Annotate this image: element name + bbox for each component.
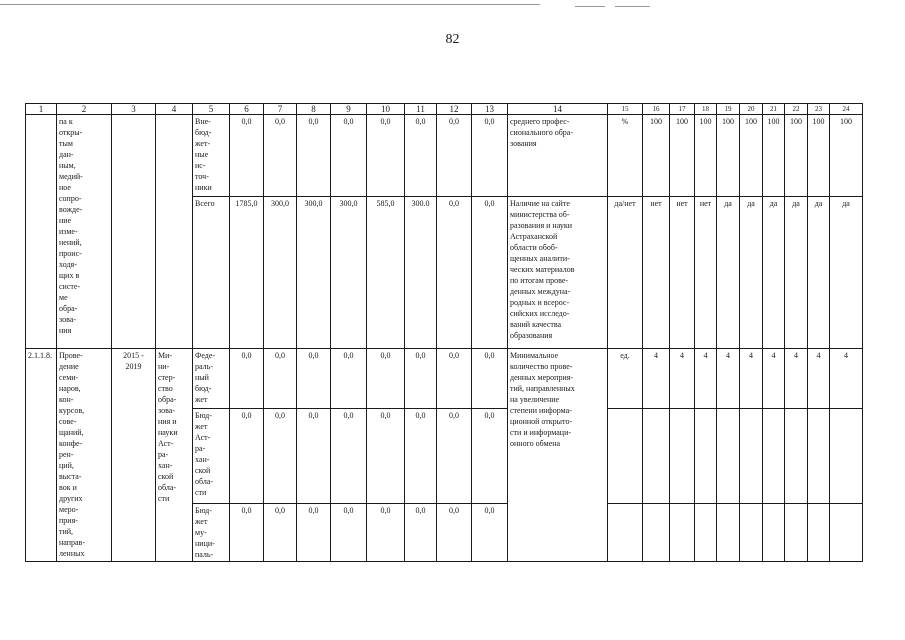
text-line: жет bbox=[195, 422, 208, 431]
value-cell: 585,0 bbox=[367, 197, 405, 349]
text-line: ные bbox=[195, 150, 209, 159]
target-cell: 100 bbox=[785, 115, 808, 197]
target-cell: 100 bbox=[670, 115, 695, 197]
target-cell: 4 bbox=[643, 349, 670, 409]
text-line: родных и всерос- bbox=[510, 298, 570, 307]
value-cell: 0,0 bbox=[331, 504, 367, 562]
text-line: откры- bbox=[59, 128, 83, 137]
target-cell bbox=[763, 504, 785, 562]
value-cell: 0,0 bbox=[405, 504, 437, 562]
text-line: сти и информаци- bbox=[510, 428, 572, 437]
target-cell: 100 bbox=[763, 115, 785, 197]
value-cell: 0,0 bbox=[297, 115, 331, 197]
value-cell: 0,0 bbox=[264, 504, 297, 562]
target-cell: да bbox=[763, 197, 785, 349]
value-cell: 0,0 bbox=[230, 115, 264, 197]
text-line: ра- bbox=[195, 444, 206, 453]
target-cell: 4 bbox=[785, 349, 808, 409]
text-line: раль- bbox=[195, 362, 213, 371]
text-line: Аст- bbox=[195, 433, 211, 442]
text-line: денных междуна- bbox=[510, 287, 571, 296]
target-cell bbox=[785, 409, 808, 504]
text-line: щих в bbox=[59, 271, 80, 280]
header-cell: 23 bbox=[808, 104, 830, 115]
target-cell: 100 bbox=[643, 115, 670, 197]
text-line: вожде- bbox=[59, 205, 83, 214]
text-line: ра- bbox=[158, 450, 169, 459]
text-lines bbox=[59, 350, 109, 559]
unit-cell: да/нет bbox=[608, 197, 643, 349]
text-line: Аст- bbox=[158, 439, 174, 448]
value-cell: 0,0 bbox=[472, 197, 508, 349]
text-line: бюд- bbox=[195, 128, 212, 137]
value-cell: 300,0 bbox=[331, 197, 367, 349]
text-line: среднего профес- bbox=[510, 117, 570, 126]
text-line: ческих материалов bbox=[510, 265, 575, 274]
value-cell: 0,0 bbox=[230, 504, 264, 562]
value-cell: 0,0 bbox=[367, 349, 405, 409]
text-line: онного обмена bbox=[510, 439, 561, 448]
text-line: 2015 - bbox=[123, 351, 144, 360]
text-line: обла- bbox=[195, 477, 214, 486]
unit-cell: ед. bbox=[608, 349, 643, 409]
table-row bbox=[26, 115, 863, 197]
header-cell: 8 bbox=[297, 104, 331, 115]
text-lines bbox=[510, 198, 605, 341]
target-cell: 100 bbox=[808, 115, 830, 197]
value-cell: 0,0 bbox=[264, 115, 297, 197]
header-cell: 4 bbox=[156, 104, 193, 115]
target-cell: 100 bbox=[717, 115, 740, 197]
text-line: обла- bbox=[158, 483, 177, 492]
value-cell: 0,0 bbox=[437, 349, 472, 409]
text-line: направ- bbox=[59, 538, 85, 547]
value-cell: 300,0 bbox=[264, 197, 297, 349]
value-cell: 0,0 bbox=[297, 504, 331, 562]
text-lines bbox=[114, 350, 153, 372]
text-line: меро- bbox=[59, 505, 79, 514]
text-line: разования и науки bbox=[510, 221, 573, 230]
scan-edge-line bbox=[0, 4, 540, 5]
text-line: сти bbox=[158, 494, 170, 503]
text-line: денных мероприя- bbox=[510, 373, 574, 382]
scan-edge-line bbox=[575, 6, 605, 7]
text-line: Бюд- bbox=[195, 411, 212, 420]
text-line: точ- bbox=[195, 172, 209, 181]
text-line: ваний качества bbox=[510, 320, 562, 329]
text-line: ской bbox=[158, 472, 174, 481]
text-line: курсов, bbox=[59, 406, 85, 415]
indicator-cell bbox=[508, 349, 608, 562]
text-line: семи- bbox=[59, 373, 79, 382]
text-line: рен- bbox=[59, 450, 74, 459]
text-line: ленных bbox=[59, 549, 85, 558]
indicator-cell bbox=[508, 115, 608, 197]
text-line: стер- bbox=[158, 373, 176, 382]
target-cell: 4 bbox=[763, 349, 785, 409]
text-lines bbox=[510, 350, 605, 449]
text-line: области обоб- bbox=[510, 243, 558, 252]
text-line: ние bbox=[59, 216, 72, 225]
period-cell bbox=[112, 349, 156, 562]
text-line: на увеличение bbox=[510, 395, 560, 404]
text-line: Минимальное bbox=[510, 351, 559, 360]
unit-cell bbox=[608, 409, 643, 504]
header-cell: 3 bbox=[112, 104, 156, 115]
value-cell: 0,0 bbox=[472, 349, 508, 409]
value-cell: 0,0 bbox=[437, 409, 472, 504]
text-line: Ми- bbox=[158, 351, 173, 360]
header-cell: 2 bbox=[57, 104, 112, 115]
target-cell: 100 bbox=[830, 115, 863, 197]
target-cell bbox=[717, 504, 740, 562]
text-line: ционной открыто- bbox=[510, 417, 573, 426]
value-cell: 0,0 bbox=[297, 409, 331, 504]
text-lines bbox=[59, 116, 109, 336]
text-line: выста- bbox=[59, 472, 82, 481]
text-line: ный bbox=[195, 373, 209, 382]
text-line: обра- bbox=[158, 395, 177, 404]
target-cell bbox=[830, 409, 863, 504]
target-cell bbox=[643, 504, 670, 562]
value-cell: 0,0 bbox=[367, 409, 405, 504]
scan-edge-line bbox=[615, 6, 650, 7]
funding-source-cell bbox=[193, 504, 230, 562]
text-line: дан- bbox=[59, 150, 74, 159]
target-cell: 4 bbox=[808, 349, 830, 409]
executor-cell bbox=[156, 349, 193, 562]
text-lines bbox=[195, 116, 227, 193]
text-line: ния и bbox=[158, 417, 177, 426]
text-line: му- bbox=[195, 528, 207, 537]
value-cell: 0,0 bbox=[472, 409, 508, 504]
value-cell: 0,0 bbox=[367, 115, 405, 197]
indicator-cell bbox=[508, 197, 608, 349]
text-line: ники bbox=[195, 183, 212, 192]
page-number: 82 bbox=[445, 32, 460, 47]
value-cell: 0,0 bbox=[230, 349, 264, 409]
text-line: Феде- bbox=[195, 351, 216, 360]
value-cell: 0,0 bbox=[367, 504, 405, 562]
target-cell: 100 bbox=[740, 115, 763, 197]
text-line: изме- bbox=[59, 227, 78, 236]
target-cell bbox=[808, 409, 830, 504]
header-cell: 21 bbox=[763, 104, 785, 115]
header-cell: 6 bbox=[230, 104, 264, 115]
header-cell: 13 bbox=[472, 104, 508, 115]
value-cell: 0,0 bbox=[437, 504, 472, 562]
header-cell: 11 bbox=[405, 104, 437, 115]
text-line: наров, bbox=[59, 384, 81, 393]
target-cell: 4 bbox=[695, 349, 717, 409]
text-line: ций, bbox=[59, 461, 74, 470]
text-line: ис- bbox=[195, 161, 206, 170]
header-cell: 24 bbox=[830, 104, 863, 115]
target-cell: нет bbox=[643, 197, 670, 349]
text-line: нений, bbox=[59, 238, 82, 247]
text-line: щаний, bbox=[59, 428, 84, 437]
value-cell: 0,0 bbox=[472, 504, 508, 562]
text-line: ходя- bbox=[59, 260, 77, 269]
text-lines bbox=[510, 116, 605, 149]
header-cell: 19 bbox=[717, 104, 740, 115]
funding-source-cell bbox=[193, 349, 230, 409]
text-line: ния bbox=[59, 326, 72, 335]
target-cell bbox=[670, 409, 695, 504]
text-line: тий, направленных bbox=[510, 384, 575, 393]
text-line: министерства об- bbox=[510, 210, 570, 219]
item-number-cell: 2.1.1.8. bbox=[26, 349, 57, 562]
text-line: сове- bbox=[59, 417, 77, 426]
text-line: ни- bbox=[158, 362, 170, 371]
value-cell: 0,0 bbox=[405, 349, 437, 409]
text-line: прия- bbox=[59, 516, 78, 525]
text-line: вок и bbox=[59, 483, 77, 492]
target-cell bbox=[643, 409, 670, 504]
target-cell bbox=[808, 504, 830, 562]
text-line: ской bbox=[195, 466, 211, 475]
value-cell: 0,0 bbox=[297, 349, 331, 409]
text-line: зова- bbox=[59, 315, 76, 324]
text-line: сийских исследо- bbox=[510, 309, 570, 318]
header-cell: 17 bbox=[670, 104, 695, 115]
value-cell: 300.0 bbox=[405, 197, 437, 349]
text-lines bbox=[195, 505, 227, 560]
period-cell bbox=[112, 115, 156, 349]
text-line: хан- bbox=[158, 461, 173, 470]
text-line: па к bbox=[59, 117, 73, 126]
header-cell: 18 bbox=[695, 104, 717, 115]
text-line: медий- bbox=[59, 172, 83, 181]
unit-cell: % bbox=[608, 115, 643, 197]
value-cell: 0,0 bbox=[405, 409, 437, 504]
text-line: ным, bbox=[59, 161, 76, 170]
text-line: систе- bbox=[59, 282, 81, 291]
text-lines bbox=[158, 350, 190, 504]
value-cell: 0,0 bbox=[331, 349, 367, 409]
text-line: Астраханской bbox=[510, 232, 558, 241]
funding-source-cell: Всего bbox=[193, 197, 230, 349]
target-cell: да bbox=[808, 197, 830, 349]
header-cell: 20 bbox=[740, 104, 763, 115]
measure-name-cell bbox=[57, 115, 112, 349]
text-line: ство bbox=[158, 384, 173, 393]
text-line: паль- bbox=[195, 550, 214, 559]
text-lines bbox=[195, 410, 227, 498]
header-cell: 22 bbox=[785, 104, 808, 115]
text-line: жет bbox=[195, 517, 208, 526]
target-cell bbox=[670, 504, 695, 562]
target-cell: да bbox=[717, 197, 740, 349]
value-cell: 300,0 bbox=[297, 197, 331, 349]
text-line: тий, bbox=[59, 527, 74, 536]
measure-name-cell bbox=[57, 349, 112, 562]
header-cell: 7 bbox=[264, 104, 297, 115]
target-cell: да bbox=[785, 197, 808, 349]
target-cell bbox=[830, 504, 863, 562]
text-line: сионального обра- bbox=[510, 128, 574, 137]
text-line: конфе- bbox=[59, 439, 83, 448]
funding-source-cell bbox=[193, 409, 230, 504]
value-cell: 1785,0 bbox=[230, 197, 264, 349]
value-cell: 0,0 bbox=[264, 349, 297, 409]
text-line: щенных аналити- bbox=[510, 254, 570, 263]
target-cell: 4 bbox=[830, 349, 863, 409]
target-cell: да bbox=[740, 197, 763, 349]
text-line: обра- bbox=[59, 304, 78, 313]
text-line: зова- bbox=[158, 406, 175, 415]
funding-source-cell bbox=[193, 115, 230, 197]
value-cell: 0,0 bbox=[331, 409, 367, 504]
text-line: образования bbox=[510, 331, 553, 340]
header-cell: 12 bbox=[437, 104, 472, 115]
header-cell: 10 bbox=[367, 104, 405, 115]
value-cell: 0,0 bbox=[437, 197, 472, 349]
target-cell: да bbox=[830, 197, 863, 349]
header-row bbox=[26, 104, 863, 115]
table-row bbox=[26, 349, 863, 409]
target-cell: нет bbox=[670, 197, 695, 349]
target-cell: 4 bbox=[717, 349, 740, 409]
text-line: 2019 bbox=[125, 362, 142, 371]
header-cell: 16 bbox=[643, 104, 670, 115]
text-line: тым bbox=[59, 139, 73, 148]
text-line: кон- bbox=[59, 395, 74, 404]
target-cell bbox=[695, 409, 717, 504]
text-line: других bbox=[59, 494, 83, 503]
text-line: жет bbox=[195, 395, 208, 404]
target-cell: 100 bbox=[695, 115, 717, 197]
value-cell: 0,0 bbox=[437, 115, 472, 197]
text-line: хан- bbox=[195, 455, 210, 464]
text-line: проис- bbox=[59, 249, 82, 258]
text-line: ници- bbox=[195, 539, 215, 548]
executor-cell bbox=[156, 115, 193, 349]
text-line: степени информа- bbox=[510, 406, 572, 415]
text-line: ное bbox=[59, 183, 71, 192]
item-number-cell bbox=[26, 115, 57, 349]
target-cell bbox=[785, 504, 808, 562]
text-line: сти bbox=[195, 488, 207, 497]
value-cell: 0,0 bbox=[405, 115, 437, 197]
text-line: сопро- bbox=[59, 194, 82, 203]
text-line: Прове- bbox=[59, 351, 83, 360]
header-cell: 14 bbox=[508, 104, 608, 115]
target-cell: 4 bbox=[670, 349, 695, 409]
target-cell bbox=[740, 504, 763, 562]
header-cell: 15 bbox=[608, 104, 643, 115]
text-line: по итогам прове- bbox=[510, 276, 569, 285]
target-cell: нет bbox=[695, 197, 717, 349]
text-line: ме bbox=[59, 293, 68, 302]
value-cell: 0,0 bbox=[331, 115, 367, 197]
target-cell bbox=[740, 409, 763, 504]
text-line: дение bbox=[59, 362, 79, 371]
target-cell bbox=[695, 504, 717, 562]
target-cell: 4 bbox=[740, 349, 763, 409]
header-cell: 1 bbox=[26, 104, 57, 115]
text-line: количество прове- bbox=[510, 362, 573, 371]
text-line: Бюд- bbox=[195, 506, 212, 515]
header-cell: 5 bbox=[193, 104, 230, 115]
text-line: Наличие на сайте bbox=[510, 199, 570, 208]
target-cell bbox=[763, 409, 785, 504]
text-line: бюд- bbox=[195, 384, 212, 393]
value-cell: 0,0 bbox=[264, 409, 297, 504]
program-table bbox=[25, 103, 863, 562]
unit-cell bbox=[608, 504, 643, 562]
header-cell: 9 bbox=[331, 104, 367, 115]
text-line: Вне- bbox=[195, 117, 211, 126]
text-line: жет- bbox=[195, 139, 211, 148]
value-cell: 0,0 bbox=[230, 409, 264, 504]
text-line: зования bbox=[510, 139, 537, 148]
target-cell bbox=[717, 409, 740, 504]
text-lines bbox=[195, 350, 227, 405]
value-cell: 0,0 bbox=[472, 115, 508, 197]
text-line: науки bbox=[158, 428, 178, 437]
